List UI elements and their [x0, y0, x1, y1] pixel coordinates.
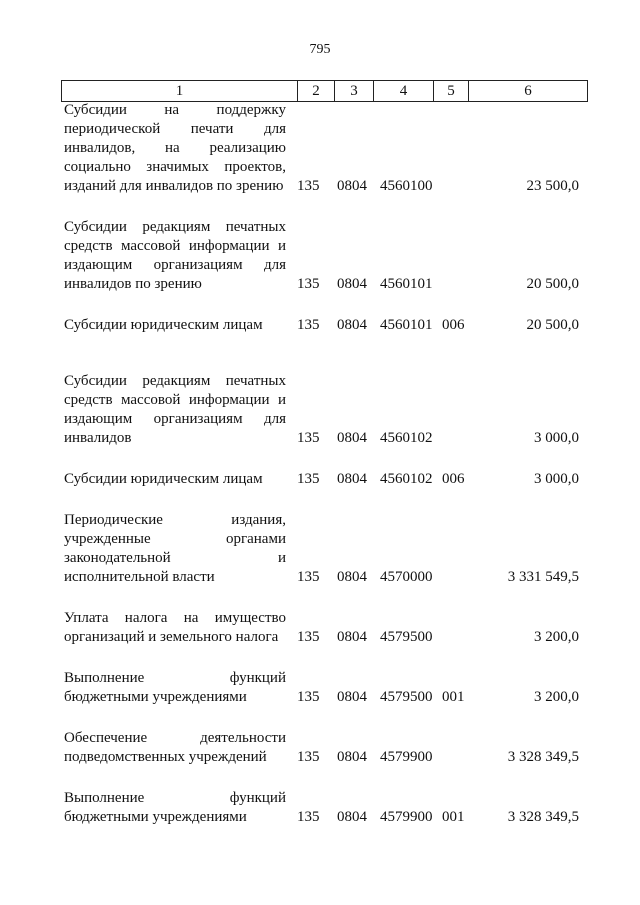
table-row	[61, 789, 591, 827]
row-description: Периодические издания, учрежденные органами законодательной и исполнительной власти	[64, 512, 286, 585]
row-code-ministry: 135	[297, 317, 320, 333]
row-description: Выполнение функций бюджетными учреждениями	[64, 670, 286, 705]
row-code-article: 4579900	[380, 749, 433, 765]
row-amount: 3 000,0	[534, 430, 579, 446]
row-code-ministry: 135	[297, 809, 320, 825]
table-row	[61, 101, 591, 196]
row-code-ministry: 135	[297, 749, 320, 765]
row-description: Обеспечение деятельности подведомственных учреждений	[64, 730, 286, 765]
column-header-6: 6	[469, 81, 588, 102]
row-description: Субсидии юридическим лицам	[64, 471, 263, 487]
row-amount: 23 500,0	[526, 178, 579, 194]
row-amount: 20 500,0	[526, 276, 579, 292]
table-row	[61, 729, 591, 767]
row-code-article: 4560101	[380, 276, 433, 292]
column-header-5: 5	[434, 81, 469, 102]
row-code-ministry: 135	[297, 430, 320, 446]
row-code-article: 4560102	[380, 471, 433, 487]
row-code-ministry: 135	[297, 276, 320, 292]
row-amount: 3 000,0	[534, 471, 579, 487]
row-code-ministry: 135	[297, 471, 320, 487]
page-number: 795	[309, 42, 331, 57]
table-row	[61, 669, 591, 707]
row-amount: 3 328 349,5	[507, 749, 579, 765]
row-code-ministry: 135	[297, 629, 320, 645]
row-code-article: 4560101	[380, 317, 433, 333]
column-header-table	[61, 80, 588, 102]
row-description: Субсидии редакциям печатных средств массовой информации и издающим организациям для инвалидов	[64, 373, 286, 446]
row-amount: 3 328 349,5	[507, 809, 579, 825]
table-row	[61, 218, 591, 294]
column-header-4: 4	[374, 81, 434, 102]
row-code-section: 0804	[337, 569, 367, 585]
column-header-2: 2	[298, 81, 335, 102]
table-row	[61, 372, 591, 448]
row-amount: 20 500,0	[526, 317, 579, 333]
row-amount: 3 331 549,5	[507, 569, 579, 585]
row-description: Выполнение функций бюджетными учреждениями	[64, 790, 286, 825]
row-code-section: 0804	[337, 749, 367, 765]
column-header-row	[62, 81, 588, 102]
table-row	[61, 316, 591, 335]
row-description: Уплата налога на имущество организаций и земельного налога	[64, 610, 286, 645]
row-code-ministry: 135	[297, 569, 320, 585]
row-code-article: 4560100	[380, 178, 433, 194]
row-code-article: 4579500	[380, 629, 433, 645]
row-code-expense-type: 006	[442, 317, 465, 333]
row-code-section: 0804	[337, 809, 367, 825]
row-code-ministry: 135	[297, 178, 320, 194]
row-code-section: 0804	[337, 178, 367, 194]
row-code-article: 4570000	[380, 569, 433, 585]
row-amount: 3 200,0	[534, 689, 579, 705]
row-code-section: 0804	[337, 689, 367, 705]
row-code-expense-type: 001	[442, 809, 465, 825]
row-code-ministry: 135	[297, 689, 320, 705]
row-code-article: 4560102	[380, 430, 433, 446]
table-row	[61, 511, 591, 587]
row-description: Субсидии юридическим лицам	[64, 317, 263, 333]
row-code-expense-type: 006	[442, 471, 465, 487]
row-description: Субсидии редакциям печатных средств массовой информации и издающим организациям для инвалидов по зрению	[64, 219, 286, 292]
row-description: Субсидии на поддержку периодической печати для инвалидов, на реализацию социально значимых проектов, изданий для инвалидов по зрению	[64, 102, 286, 194]
column-header-3: 3	[335, 81, 374, 102]
row-amount: 3 200,0	[534, 629, 579, 645]
budget-rows	[61, 101, 591, 827]
row-code-section: 0804	[337, 430, 367, 446]
row-code-section: 0804	[337, 629, 367, 645]
row-code-section: 0804	[337, 276, 367, 292]
table-row	[61, 609, 591, 647]
row-code-article: 4579900	[380, 809, 433, 825]
table-row	[61, 470, 591, 489]
row-code-section: 0804	[337, 317, 367, 333]
row-code-article: 4579500	[380, 689, 433, 705]
column-header-1: 1	[62, 81, 298, 102]
row-code-section: 0804	[337, 471, 367, 487]
row-code-expense-type: 001	[442, 689, 465, 705]
